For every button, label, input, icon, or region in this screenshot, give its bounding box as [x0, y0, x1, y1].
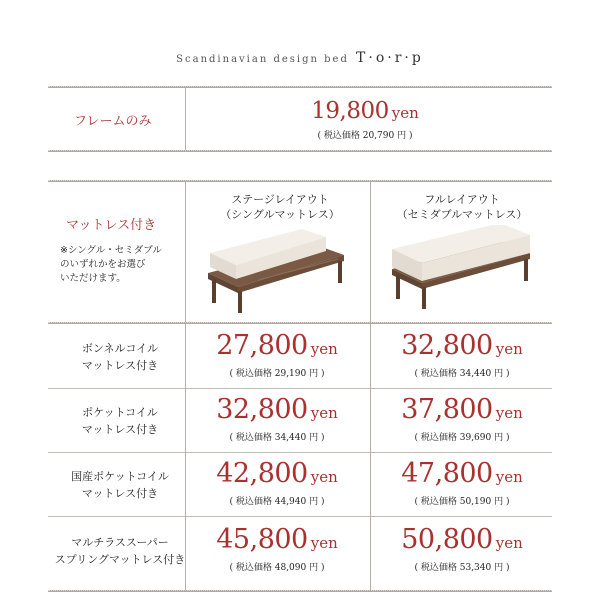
price-number: 32,800 [401, 330, 493, 361]
price-number: 50,800 [401, 524, 493, 555]
price-unit: yen [391, 104, 419, 122]
row-label-line: スプリングマットレス付き [54, 553, 186, 566]
price-stage-pocket [177, 394, 377, 425]
tax-stage-domestic-pocket: ( 税込価格 44,940 円 ) [229, 497, 325, 507]
frame-only-tax: ( 税込価格 20,790 円 ) [317, 131, 413, 141]
brand-logo-text: T·o·r·p [356, 50, 424, 66]
bed-stage-layout-image [198, 225, 350, 315]
price-full-domestic-pocket [362, 458, 562, 489]
price-number: 42,800 [216, 458, 308, 489]
price-full-pocket [362, 394, 562, 425]
price-number: 45,800 [216, 524, 308, 555]
price-unit: yen [310, 534, 338, 552]
price-unit: yen [495, 404, 523, 422]
row-label-line: マットレス付き [81, 359, 159, 372]
tax-stage-pocket: ( 税込価格 34,440 円 ) [229, 433, 325, 443]
price-full-bonnell [362, 330, 562, 361]
mattress-section-label: マットレス付き [66, 218, 157, 233]
row-label-line: 国産ポケットコイル [71, 470, 169, 483]
price-number: 32,800 [216, 394, 308, 425]
table-rule [48, 180, 552, 182]
column-subtitle: （セミダブルマットレス） [396, 208, 528, 221]
frame-only-label: フレームのみ [74, 114, 152, 129]
column-divider [185, 88, 186, 150]
column-title: フルレイアウト [424, 193, 500, 206]
row-label-line: マットレス付き [81, 423, 159, 436]
tax-stage-multilath: ( 税込価格 48,090 円 ) [229, 563, 325, 573]
table-rule [48, 322, 552, 324]
price-full-multilath [362, 524, 562, 555]
tax-full-multilath: ( 税込価格 53,340 円 ) [414, 563, 510, 573]
row-divider [48, 388, 552, 389]
price-unit: yen [310, 404, 338, 422]
price-number: 37,800 [401, 394, 493, 425]
table-rule [48, 86, 552, 88]
column-header-full [362, 192, 562, 222]
price-unit: yen [310, 468, 338, 486]
bed-full-layout-image [384, 225, 536, 315]
row-label-line: ポケットコイル [82, 406, 158, 419]
mattress-selection-note: ※シングル・セミダブル のいずれかをお選び いただけます。 [60, 245, 162, 284]
column-header-stage [180, 192, 380, 222]
row-label-line: マットレス付き [81, 487, 159, 500]
price-unit: yen [310, 340, 338, 358]
price-stage-bonnell [177, 330, 377, 361]
brand-tagline: Scandinavian design bed [176, 54, 349, 65]
price-stage-multilath [177, 524, 377, 555]
price-unit: yen [495, 340, 523, 358]
row-label-line: ボンネルコイル [81, 342, 159, 355]
price-unit: yen [495, 468, 523, 486]
column-subtitle: （シングルマットレス） [220, 208, 340, 221]
table-rule [48, 590, 552, 592]
price-stage-domestic-pocket [177, 458, 377, 489]
price-number: 27,800 [216, 330, 308, 361]
table-rule [48, 150, 552, 152]
price-number: 19,800 [311, 98, 389, 124]
tax-full-pocket: ( 税込価格 39,690 円 ) [414, 433, 510, 443]
frame-only-price [265, 98, 465, 124]
row-divider [48, 452, 552, 453]
tax-full-domestic-pocket: ( 税込価格 50,190 円 ) [414, 497, 510, 507]
row-divider [48, 516, 552, 517]
tax-full-bonnell: ( 税込価格 34,440 円 ) [414, 369, 510, 379]
price-number: 47,800 [401, 458, 493, 489]
column-title: ステージレイアウト [231, 193, 329, 206]
tax-stage-bonnell: ( 税込価格 29,190 円 ) [229, 369, 325, 379]
row-label-line: マルチラススーパー [71, 536, 169, 549]
price-unit: yen [495, 534, 523, 552]
brand-header [0, 50, 600, 66]
